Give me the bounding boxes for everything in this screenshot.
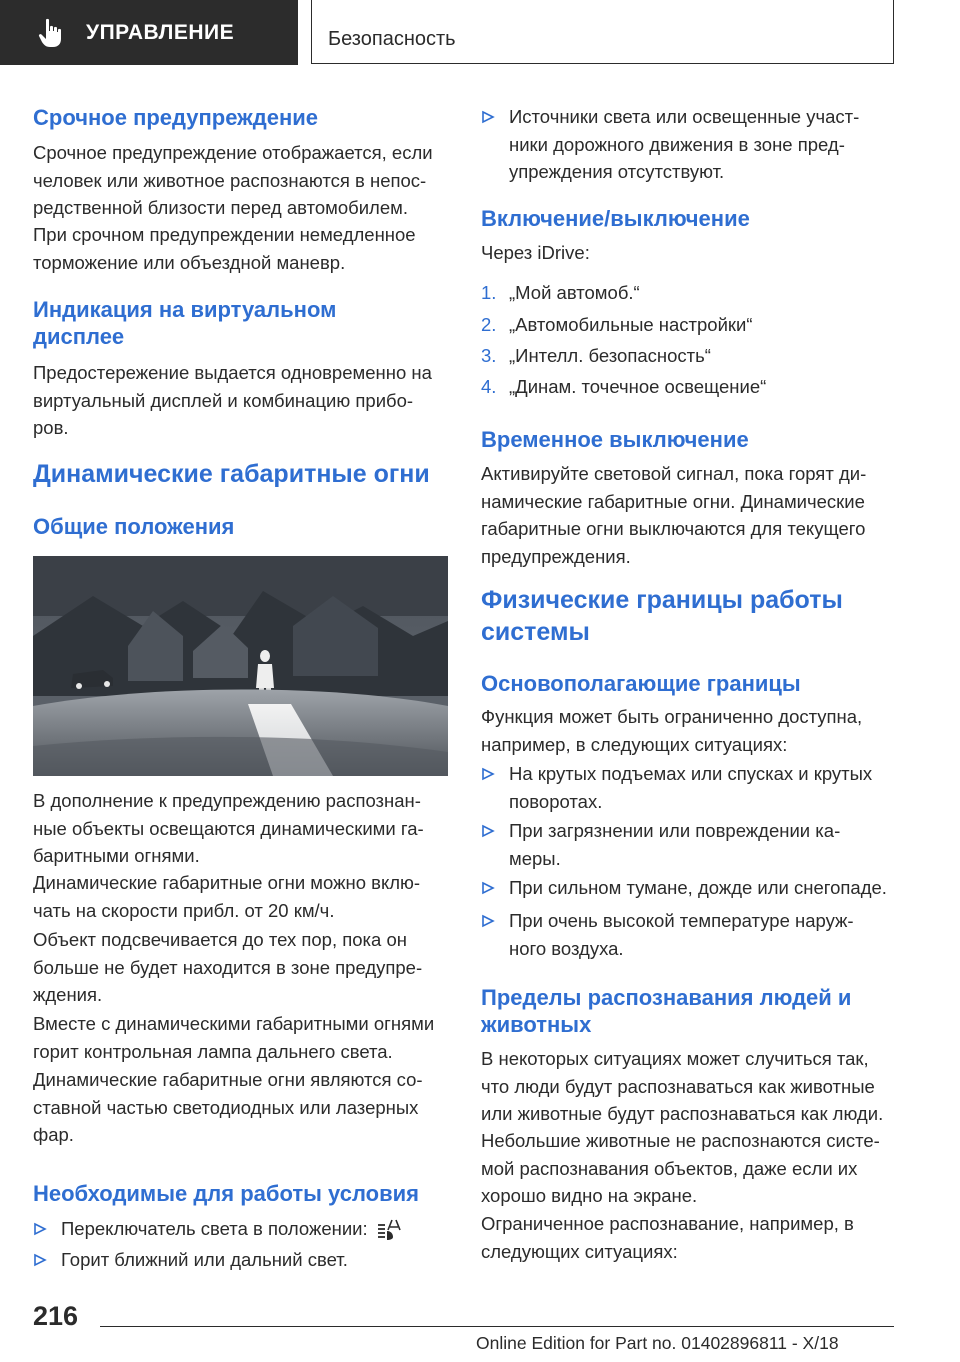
triangle-bullet-icon	[481, 824, 495, 838]
chapter-title: Безопасность	[328, 28, 456, 50]
heading-general: Общие положения	[33, 514, 235, 539]
page-number: 216	[33, 1301, 79, 1331]
bullet-limit-temperature: При очень высокой температуре наруж- ного воздуха.	[509, 910, 854, 959]
heading-virtual-display: Индикация на виртуальном дисплее	[33, 297, 337, 349]
heading-basic-limits: Основополагающие границы	[481, 671, 801, 696]
light-switch-auto-icon	[376, 1217, 402, 1241]
heading-physical-limits: Физические границы работы системы	[481, 586, 843, 646]
step-number: 3.	[481, 345, 497, 366]
step-number: 1.	[481, 282, 497, 303]
night-road-illustration	[33, 556, 448, 776]
heading-temporary-off: Временное выключение	[481, 427, 749, 452]
step-text: „Интелл. безопасность“	[509, 345, 711, 366]
step-text: „Автомобильные настройки“	[509, 314, 753, 335]
heading-dynamic-lights: Динамические габаритные огни	[33, 460, 430, 488]
heading-conditions: Необходимые для работы условия	[33, 1181, 419, 1206]
bullet-limit-slopes: На крутых подъемах или спусках и крутых поворотах.	[509, 763, 873, 812]
bullet-limit-camera: При загрязнении или повреждении ка- меры.	[509, 820, 841, 869]
step-number: 2.	[481, 314, 497, 335]
paragraph-after-4: Вместе с динамическими габаритными огнями горит контрольная лампа дальнего света.	[33, 1013, 435, 1062]
paragraph-via-idrive: Через iDrive:	[481, 242, 590, 263]
heading-recognition-limits: Пределы распознавания людей и животных	[481, 985, 852, 1037]
bullet-switch: Переключатель света в положении:	[61, 1215, 402, 1243]
paragraph-temporary-off: Активируйте световой сигнал, пока горят ди- намические габаритные огни. Динамические габаритные огни выключаются для текущего предупреждения.	[481, 463, 867, 567]
paragraph-urgent-2: При срочном предупреждении немедленное торможение или объездной маневр.	[33, 224, 416, 273]
paragraph-recognition-1: В некоторых ситуациях может случиться так, что люди будут распознаваться как животные или животные будут распознаваться как люди.	[481, 1048, 884, 1124]
paragraph-basic-limits: Функция может быть ограниченно доступна, например, в следующих ситуациях:	[481, 706, 863, 755]
step-text: „Динам. точечное освещение“	[509, 376, 767, 397]
section-title: УПРАВЛЕНИЕ	[86, 20, 235, 44]
heading-on-off: Включение/выключение	[481, 206, 750, 231]
heading-urgent-warning: Срочное предупреждение	[33, 105, 319, 130]
triangle-bullet-icon	[33, 1222, 47, 1236]
triangle-bullet-icon	[481, 914, 495, 928]
bullet-light-sources: Источники света или освещенные участ- ники дорожного движения в зоне пред- упреждения отсутствуют.	[509, 106, 860, 182]
paragraph-after-2: Динамические габаритные огни можно вклю- чать на скорости прибл. от 20 км/ч.	[33, 872, 421, 921]
paragraph-recognition-2: Небольшие животные не распознаются систе- мой распознавания объектов, даже если их хорошо видно на экране.	[481, 1130, 880, 1206]
triangle-bullet-icon	[481, 110, 495, 124]
footer-edition: Online Edition for Part no. 01402896811 - X/18	[476, 1333, 839, 1353]
chapter-box	[311, 0, 894, 64]
section-tab	[0, 0, 298, 65]
bullet-limit-weather: При сильном тумане, дожде или снегопаде.	[509, 877, 887, 898]
step-number: 4.	[481, 376, 497, 397]
paragraph-after-1: В дополнение к предупреждению распознан- ные объекты освещаются динамическими га- баритными огнями.	[33, 790, 424, 866]
paragraph-after-5: Динамические габаритные огни являются со- ставной частью светодиодных или лазерных фар.	[33, 1069, 423, 1145]
triangle-bullet-icon	[481, 881, 495, 895]
footer-divider	[100, 1326, 894, 1327]
bullet-low-high-beam: Горит ближний или дальний свет.	[61, 1249, 348, 1270]
paragraph-after-3: Объект подсвечивается до тех пор, пока он больше не будет находится в зоне предупре- ждения.	[33, 929, 423, 1005]
paragraph-urgent-1: Срочное предупреждение отображается, если человек или животное распознаются в непос- редственной близости перед автомобилем.	[33, 142, 433, 218]
paragraph-display: Предостережение выдается одновременно на виртуальный дисплей и комбинацию прибо- ров.	[33, 362, 432, 438]
step-text: „Мой автомоб.“	[509, 282, 640, 303]
hand-pointer-icon	[38, 18, 68, 48]
triangle-bullet-icon	[481, 767, 495, 781]
paragraph-recognition-3: Ограниченное распознавание, например, в следующих ситуациях:	[481, 1213, 854, 1262]
triangle-bullet-icon	[33, 1253, 47, 1267]
